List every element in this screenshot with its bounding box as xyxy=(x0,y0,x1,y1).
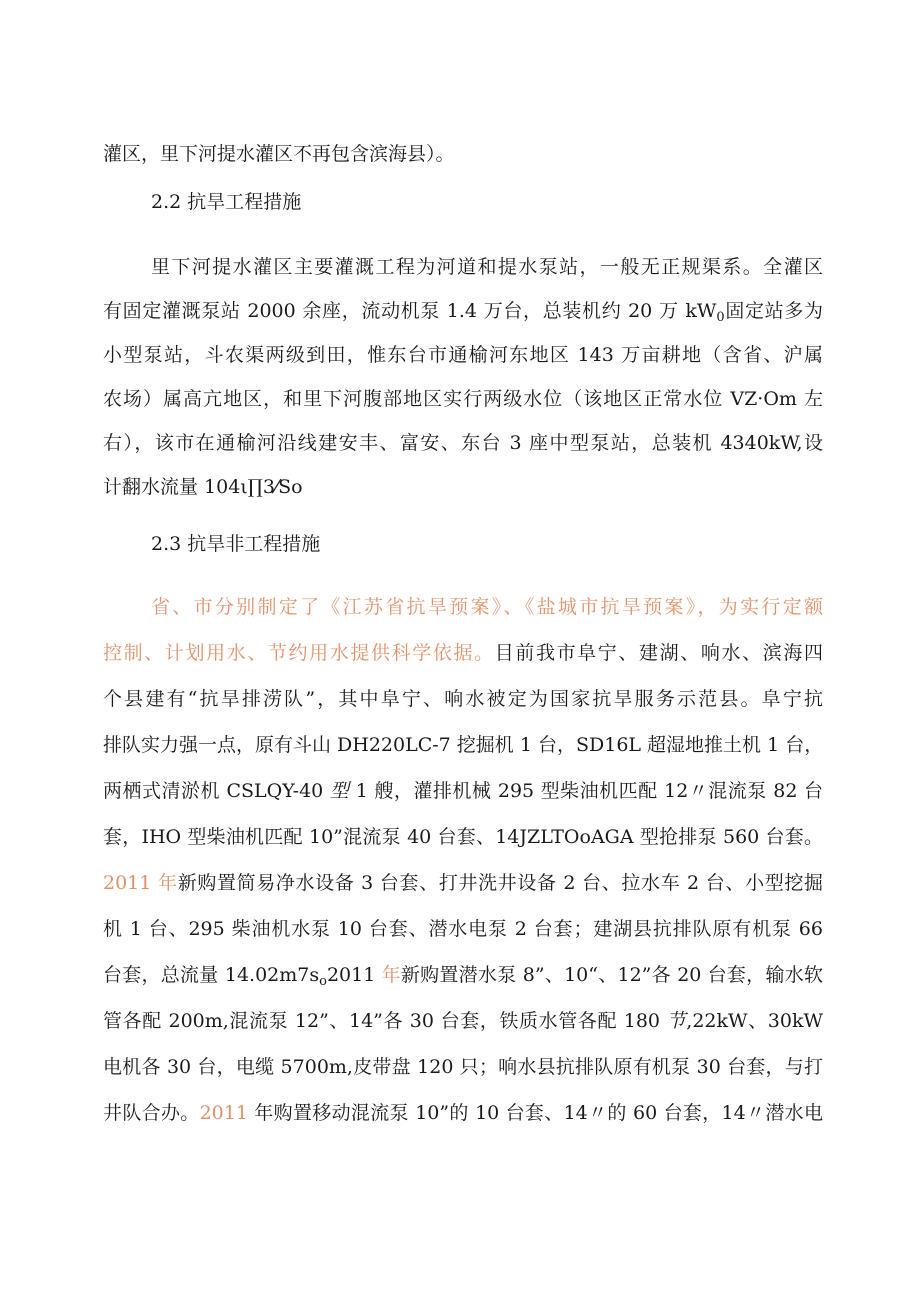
text-segment: 计翻水流量 104ι∏3⁄So xyxy=(103,476,303,498)
text-segment: 0 xyxy=(716,310,725,324)
text-segment: 有固定灌溉泵站 2000 余座，流动机泵 1.4 万台，总装机约 20 万 kW xyxy=(103,300,717,322)
text-segment: 农场）属高亢地区，和里下河腹部地区实行两级水位（该地区正常水位 VZ·Om 左 xyxy=(103,388,823,410)
text-segment: 2.3 抗旱非工程措施 xyxy=(151,533,321,555)
text-segment: 节 xyxy=(666,1010,687,1032)
text-segment: 右），该市在通榆河沿线建安丰、富安、东台 3 座中型泵站，总装机 4340kW,设 xyxy=(103,432,823,454)
text-segment: 个县建有“抗旱排涝队”，其中阜宁、响水被定为国家抗旱服务示范县。阜宁抗 xyxy=(103,688,823,710)
text-line xyxy=(103,141,823,167)
text-segment: 里下河提水灌区主要灌溉工程为河道和提水泵站，一般无正规渠系。全灌区 xyxy=(151,256,823,278)
highlighted-text: 2011 xyxy=(199,1102,248,1124)
text-line xyxy=(103,962,823,988)
text-segment: 套，IHO 型柴油机匹配 10”混流泵 40 台套、14JZLTOoAGA 型抢排泵 560 台套。 xyxy=(103,826,823,848)
text-line xyxy=(103,870,823,896)
text-segment: 电机各 30 台，电缆 5700m,皮带盘 120 只；响水县抗排队原有机泵 30 台套，与打 xyxy=(103,1056,823,1078)
text-line xyxy=(103,1054,823,1080)
text-line xyxy=(103,686,823,712)
text-segment: 管各配 200m,混流泵 12”、14”各 30 台套，铁质水管各配 180 xyxy=(103,1010,667,1032)
highlighted-text: 控制、计划用水、节约用水提供科学依据。 xyxy=(103,642,495,664)
text-segment: 年购置移动混流泵 10”的 10 台套、14〃的 60 台套，14〃潜水电 xyxy=(247,1102,823,1124)
text-segment: 目前我市阜宁、建湖、响水、滨海四 xyxy=(494,642,823,664)
text-segment: 1 艘，灌排机械 295 型柴油机匹配 12〃混流泵 82 台 xyxy=(349,780,823,802)
text-line xyxy=(151,254,823,280)
text-segment: 型 xyxy=(329,780,350,802)
text-segment: ,22kW、30kW xyxy=(686,1010,823,1032)
highlighted-text: 省、市分别制定了《江苏省抗旱预案》、《盐城市抗旱预案》，为实行定额 xyxy=(151,596,823,618)
text-segment: 2011 xyxy=(326,964,382,986)
text-segment: 机 1 台、295 柴油机水泵 10 台套、潜水电泵 2 台套；建湖县抗排队原有机泵 66 xyxy=(103,918,823,940)
highlighted-text: 年 xyxy=(381,964,401,986)
text-segment: 新购置潜水泵 8”、10“、12”各 20 台套，输水软 xyxy=(400,964,823,986)
text-line xyxy=(103,1008,823,1034)
text-segment: 排队实力强一点，原有斗山 DH220LC-7 挖掘机 1 台，SD16L 超湿地推土机 1 台， xyxy=(103,734,823,756)
text-line xyxy=(103,430,823,456)
text-line xyxy=(103,778,823,804)
section-heading xyxy=(151,531,823,557)
text-line xyxy=(103,342,823,368)
text-segment: o xyxy=(319,974,327,988)
text-line xyxy=(103,824,823,850)
highlighted-text: 2011 年 xyxy=(103,872,178,894)
text-line xyxy=(103,298,823,324)
text-line xyxy=(103,732,823,758)
text-segment: 新购置简易净水设备 3 台套、打井洗井设备 2 台、拉水车 2 台、小型挖掘 xyxy=(177,872,823,894)
text-segment: 台套，总流量 14.02m7s xyxy=(103,964,320,986)
text-line xyxy=(103,1100,823,1126)
text-line xyxy=(103,640,823,666)
section-heading xyxy=(151,189,823,215)
text-segment: 小型泵站，斗农渠两级到田，惟东台市通榆河东地区 143 万亩耕地（含省、沪属 xyxy=(103,344,823,366)
text-segment: 两栖式清淤机 CSLQY-40 xyxy=(103,780,330,802)
text-segment: 灌区，里下河提水灌区不再包含滨海县）。 xyxy=(103,143,455,165)
text-line xyxy=(103,916,823,942)
text-line xyxy=(151,594,823,620)
text-segment: 井队合办。 xyxy=(103,1102,200,1124)
text-line xyxy=(103,386,823,412)
text-segment: 固定站多为 xyxy=(724,300,823,322)
text-segment: 2.2 抗旱工程措施 xyxy=(151,191,302,213)
text-line xyxy=(103,474,823,500)
